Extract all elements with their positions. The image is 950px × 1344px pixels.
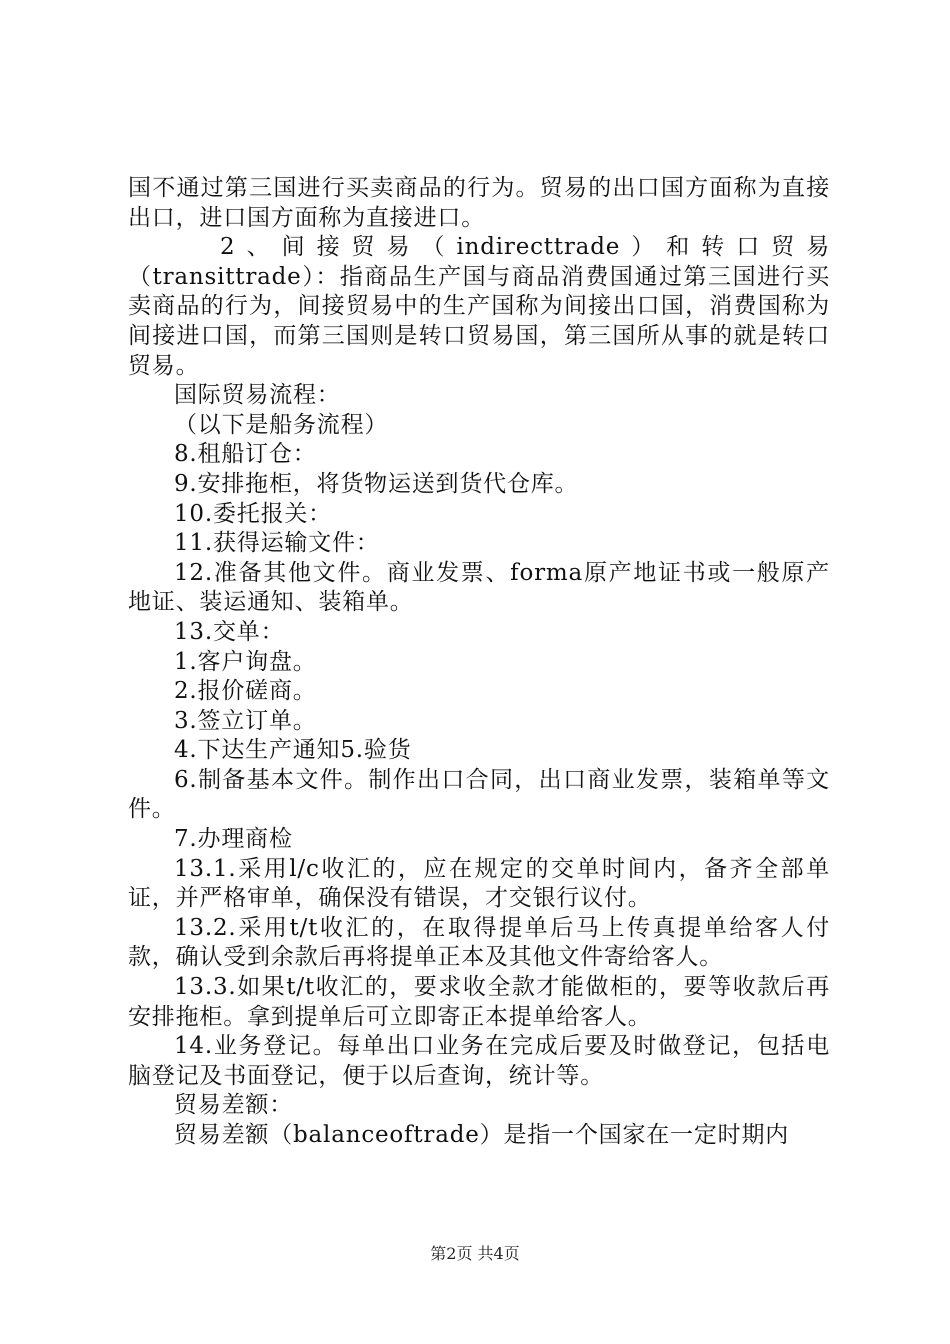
list-item-8: 8.租船订仓：: [174, 441, 317, 468]
paragraph-shipping-note: （以下是船务流程）: [174, 411, 389, 438]
list-item-7: 7.办理商检: [174, 826, 293, 853]
heading-trade-balance: 贸易差额：: [174, 1092, 293, 1119]
list-item-13-3: 13.3.如果t/t收汇的，要求收全款才能做柜的，要等收款后再安排拖柜。拿到提单后可立即寄正本提单给客人。: [128, 974, 830, 1030]
list-item-13-2: 13.2.采用t/t收汇的，在取得提单后马上传真提单给客人付款，确认受到余款后再将提单正本及其他文件寄给客人。: [128, 914, 830, 971]
list-item-13: 13.交单：: [174, 618, 285, 645]
list-item-9: 9.安排拖柜，将货物运送到货代仓库。: [174, 470, 579, 497]
document-body: [128, 174, 830, 1151]
list-item-2: 2.报价磋商。: [174, 678, 317, 705]
list-item-4-5: 4.下达生产通知5.验货: [174, 737, 412, 764]
list-item-6: 6.制备基本文件。制作出口合同，出口商业发票，装箱单等文件。: [128, 766, 830, 823]
list-item-1: 1.客户询盘。: [174, 648, 317, 675]
list-item-11: 11.获得运输文件：: [174, 530, 380, 557]
list-item-12: 12.准备其他文件。商业发票、forma原产地证书或一般原产地证、装运通知、装箱单。: [128, 559, 830, 616]
paragraph-indirect-trade: 2、间接贸易（indirecttrade）和转口贸易（transittrade）：指商品生产国与商品消费国通过第三国进行买卖商品的行为，间接贸易中的生产国称为间接出口国，消费国称为间接进口国，而第三国则是转口贸易国，第三国所从事的就是转口贸易。: [128, 234, 830, 379]
list-item-3: 3.签立订单。: [174, 707, 317, 734]
list-item-13-1: 13.1.采用l/c收汇的，应在规定的交单时间内，备齐全部单证，并严格审单，确保没有错误，才交银行议付。: [128, 855, 830, 912]
paragraph-trade-balance: 贸易差额（balanceoftrade）是指一个国家在一定时期内: [174, 1122, 790, 1148]
list-item-10: 10.委托报关：: [174, 500, 332, 527]
page-number-footer: 第2页 共4页: [430, 1244, 520, 1263]
list-item-14: 14.业务登记。每单出口业务在完成后要及时做登记，包括电脑登记及书面登记，便于以后查询，统计等。: [128, 1033, 830, 1089]
heading-trade-process: 国际贸易流程：: [174, 382, 341, 409]
paragraph-direct-trade-continued: 国不通过第三国进行买卖商品的行为。贸易的出口国方面称为直接出口，进口国方面称为直接进口。: [128, 175, 830, 231]
